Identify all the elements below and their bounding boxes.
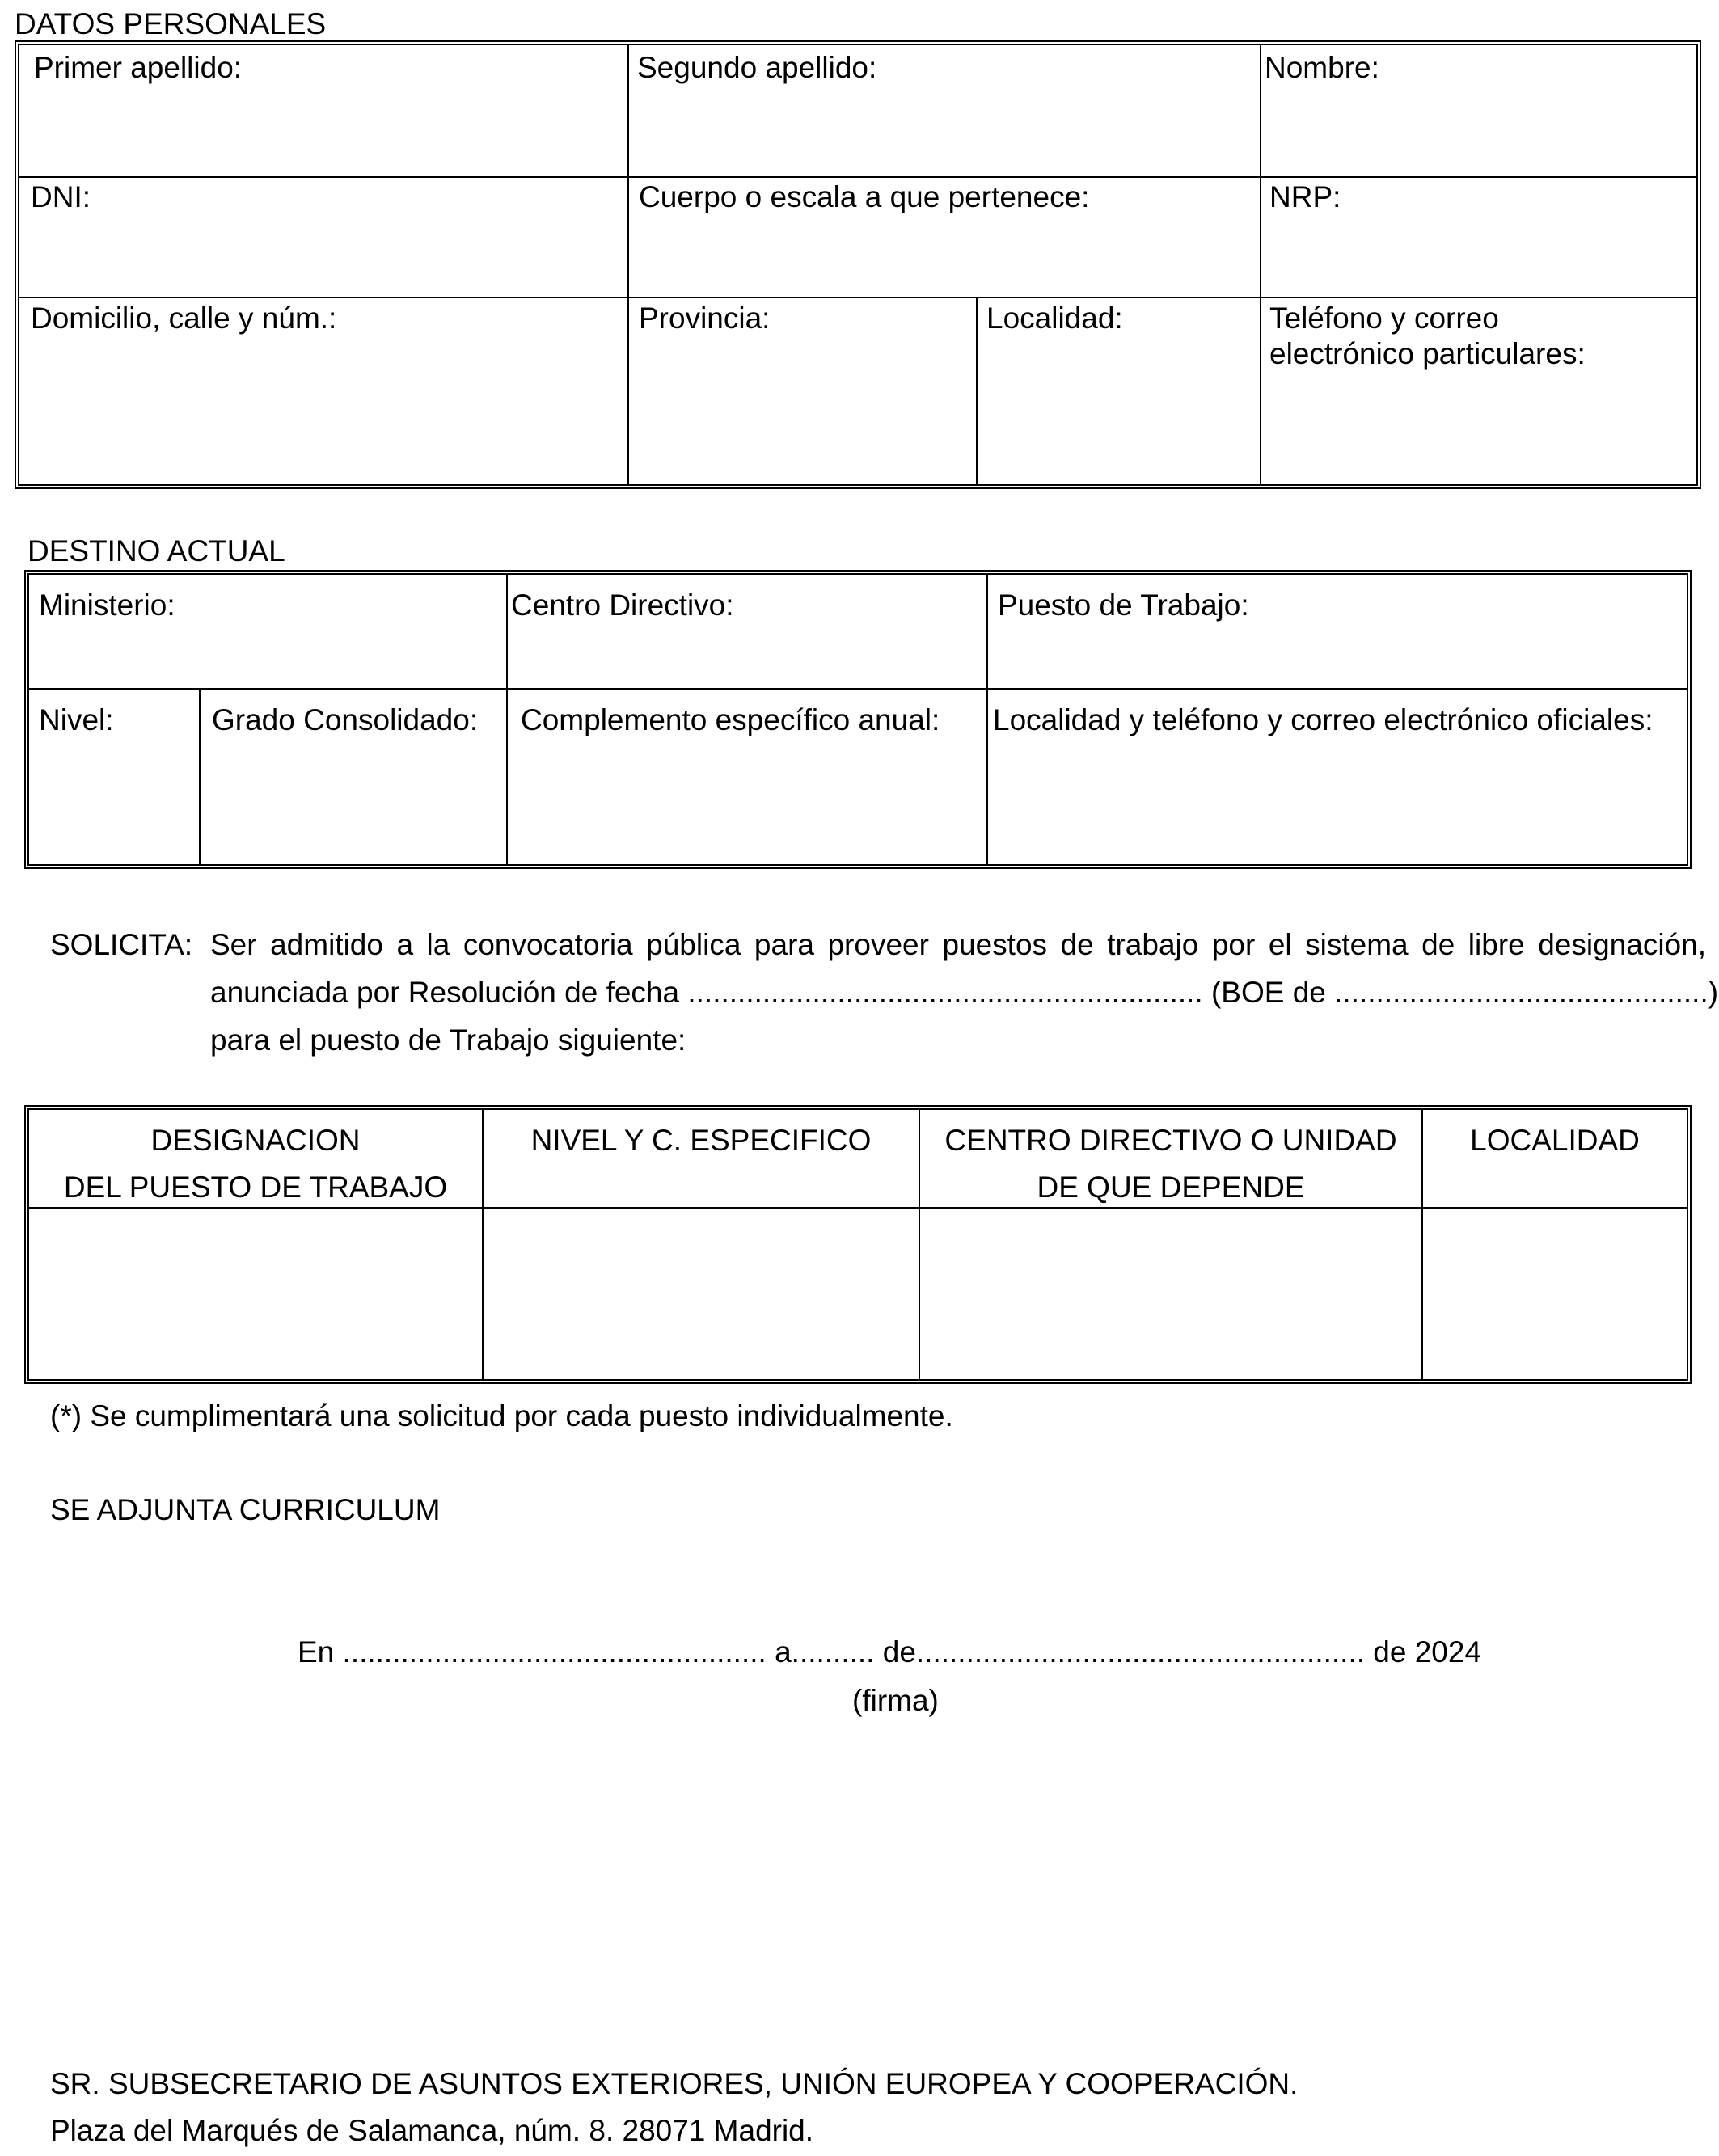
header-localidad: LOCALIDAD xyxy=(1470,1124,1640,1157)
col-divider xyxy=(986,575,988,864)
field-localidad: Localidad: xyxy=(986,302,1123,335)
field-telefono-line2: electrónico particulares: xyxy=(1269,337,1586,370)
destinatario-line1: SR. SUBSECRETARIO DE ASUNTOS EXTERIORES, UNIÓN EUROPEA Y COOPERACIÓN. xyxy=(50,2067,1299,2100)
col-divider xyxy=(1260,45,1261,484)
col-divider xyxy=(199,688,201,864)
field-nombre: Nombre: xyxy=(1265,51,1379,84)
field-centro-directivo: Centro Directivo: xyxy=(511,589,734,622)
section-heading-destino-actual: DESTINO ACTUAL xyxy=(27,534,285,567)
firma-label: (firma) xyxy=(852,1684,939,1717)
header-centro-line2: DE QUE DEPENDE xyxy=(1037,1171,1305,1204)
field-ministerio: Ministerio: xyxy=(39,589,175,622)
row-divider xyxy=(19,297,1696,298)
datos-personales-table xyxy=(15,40,1701,489)
field-domicilio: Domicilio, calle y núm.: xyxy=(31,302,337,335)
nota-text: (*) Se cumplimentará una solicitud por cada puesto individualmente. xyxy=(50,1399,953,1432)
section-heading-datos-personales: DATOS PERSONALES xyxy=(15,7,327,40)
destino-actual-table xyxy=(24,570,1692,869)
col-divider xyxy=(976,297,978,484)
solicita-line3: para el puesto de Trabajo siguiente: xyxy=(210,1023,686,1057)
field-puesto-trabajo: Puesto de Trabajo: xyxy=(998,589,1249,622)
fecha-line: En ................................................... a.......... de...................................................... de 2024 xyxy=(298,1635,1482,1669)
field-grado-consolidado: Grado Consolidado: xyxy=(212,703,479,736)
solicita-line1: Ser admitido a la convocatoria pública para proveer puestos de trabajo por el sistema de libre designación, xyxy=(210,928,1706,961)
field-complemento: Complemento específico anual: xyxy=(521,703,940,736)
field-cuerpo: Cuerpo o escala a que pertenece: xyxy=(639,180,1090,213)
solicita-line2: anunciada por Resolución de fecha .............................................................. (BOE de .............................................) xyxy=(210,976,1719,1009)
destinatario-line2: Plaza del Marqués de Salamanca, núm. 8. 28071 Madrid. xyxy=(50,2114,814,2147)
header-designacion-line2: DEL PUESTO DE TRABAJO xyxy=(63,1171,448,1204)
field-provincia: Provincia: xyxy=(639,302,771,335)
field-localidad-oficial: Localidad y teléfono y correo electrónico oficiales: xyxy=(993,703,1654,736)
header-centro-line1: CENTRO DIRECTIVO O UNIDAD xyxy=(944,1124,1397,1157)
header-designacion-line1: DESIGNACION xyxy=(150,1124,361,1157)
row-divider xyxy=(29,1207,1687,1209)
field-segundo-apellido: Segundo apellido: xyxy=(637,51,877,84)
field-dni: DNI: xyxy=(31,180,91,213)
solicita-label: SOLICITA: xyxy=(50,928,193,961)
adjunta-text: SE ADJUNTA CURRICULUM xyxy=(50,1493,441,1526)
row-divider xyxy=(19,176,1696,178)
header-nivel: NIVEL Y C. ESPECIFICO xyxy=(530,1124,872,1157)
col-divider xyxy=(506,575,508,864)
field-nrp: NRP: xyxy=(1269,180,1341,213)
field-nivel: Nivel: xyxy=(39,703,114,736)
col-divider xyxy=(627,45,629,484)
row-divider xyxy=(29,688,1687,690)
field-telefono-line1: Teléfono y correo xyxy=(1269,302,1499,335)
puesto-table xyxy=(24,1105,1692,1384)
field-primer-apellido: Primer apellido: xyxy=(34,51,243,84)
